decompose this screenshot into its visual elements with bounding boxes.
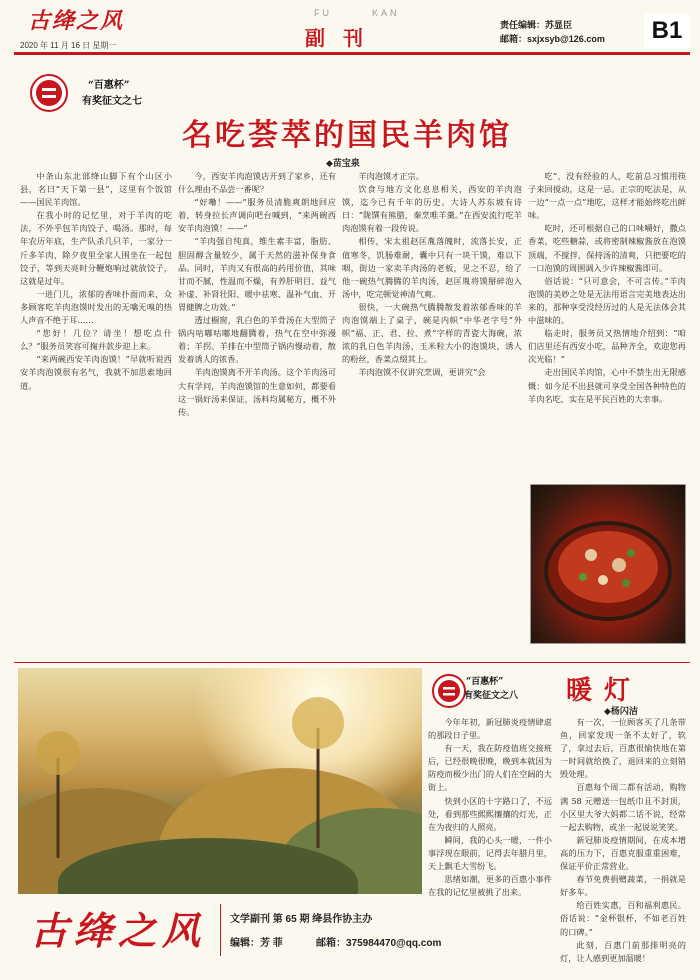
series-subtitle: 有奖征文之七 [82,96,142,107]
paragraph: 今年年初，新冠肺炎疫情肆虐的那段日子里。 [428,717,552,741]
paragraph: 俗话说：“只可意会，不可言传。”羊肉泡馍的美妙之处是无法用语言完美地表达出来的，那种享受没经历过的人是无法体会其中滋味的。 [528,275,686,326]
paragraph: “来两碗西安羊肉泡馍！”早就听说西安羊肉泡馍很有名气，我就不加思索地回道。 [20,354,172,391]
paragraph: 春节免费捐赠蔬菜，一捐就是好多车。 [560,874,686,898]
paragraph: “羊肉强自纯真，维生素丰富，脂肪、胆固醇含量较少，属于天然的滋补保身食品。同时，羊肉又有很高的药用价值，其味甘而不腻，性温而不燥，有养肝明目、益气补虚、补肾壮阳、暖中祛寒、温补气血、开胃健脾之功效。” [178,236,336,312]
article-byline: ◆杨闪洁 [604,707,638,717]
issue-date: 2020 年 11 月 16 日 星期一 [20,41,117,50]
article-column-4 [528,170,686,478]
footer-editor: 编辑：芳 菲 [230,938,283,949]
article-column-5 [428,716,552,926]
footer-issue: 文学副刊 第 65 期 绛县作协主办 [230,914,373,925]
masthead-editor-block [500,18,605,46]
series-subtitle: 有奖征文之八 [464,691,519,701]
paragraph: 相传，宋太祖赵匡胤落魄时，流落长安，正值寒冬，饥肠难耐，囊中只有一块干馍，难以下咽，街边一家卖羊肉汤的老板，见之不忍，给了他一碗热气腾腾的羊肉汤，赵匡胤将馍掰碎泡入汤中，吃完顿觉神清气爽。 [342,236,522,299]
paragraph: 新冠肺炎疫情期间，在成本增高的压力下，百惠克服重重困难，保证平价正常营业。 [560,834,686,872]
paragraph: 走出国民羊肉馆，心中不禁生出无限感慨：如今足不出县就可享受全国各种特色的羊肉名吃，实在是平民百姓的大幸事。 [528,367,686,404]
paragraph: 思绪如潮，更多的百惠小事件在我的记忆里被挑了出来。 [428,874,552,898]
footer-divider [220,904,221,956]
editor-name: 责任编辑：苏显臣 [500,20,573,30]
series-tag: “百惠杯” [88,80,130,91]
paragraph: 此刻，百惠门前那排明亮的灯，让人感到更加温暖！ [560,939,686,963]
paragraph: 瞬间，我的心头一暖，一件小事浮现在眼前，记得去年腊月里，天上飘毛大雪纷飞。 [428,834,552,872]
paragraph: 羊肉泡馍才正宗。 [358,171,424,181]
editor-email: 邮箱：sxjxsyb@126.com [500,34,605,44]
seal-badge-icon [432,674,466,708]
paragraph: 百惠每个周二都有活动，购物满 58 元赠送一包纸巾且不封顶，小区里大爷大妈都二话不说，经常一起去购物，或坐一起说说笑笑。 [560,782,686,832]
article-headline: 名吃荟萃的国民羊肉馆 [182,118,512,153]
pinyin-left: FU [314,8,332,18]
paragraph: 饮食与地方文化息息相关，西安的羊肉泡馍，迄今已有千年的历史。大诗人苏东坡有诗曰：“陇馔有熊腊，秦烹唯羊羹。”在西安流行吃羊肉泡馍有着一段传说。 [342,184,522,234]
article-column-6 [560,716,686,968]
paragraph: 有一天，我在防疫值班交接班后，已经很晚很晚，晚到本就因为防疫而极少出门的人们在空阔的大街上。 [428,743,552,793]
paragraph: 中条山东北部绛山脚下有个山区小县，名曰“天下第一县”，这里有个饭馆——国民羊肉馆。 [20,171,172,208]
article-column-1 [20,170,172,660]
paragraph: 快到小区的十字路口了，不远处，看到那些熙熙攘攘的灯光，正在为夜归的人照亮。 [428,795,552,832]
footer-email: 邮箱：375984470@qq.com [316,938,442,949]
section-divider [14,662,690,663]
paragraph: 很快，一大碗热气腾腾散发着浓郁香味的羊肉泡馍端上了桌子，碗是内帜“中华老字号”外帜“福、正、君、拉、煮”字样的青瓷大海碗，浓浓的乳白色羊肉汤，玉米粒大小的泡馍块，诱人的粉丝，香菜点缀其上。 [342,301,522,365]
article-headline: 暖灯 [566,676,643,706]
paragraph: 羊肉泡馍不仅讲究烹调，更讲究“会 [358,367,486,378]
paragraph: 羊肉泡馍离不开羊肉汤。这个羊肉汤可大有学问，羊肉泡馍馆的生意如何，都要看这一锅好汤来保证，汤料均属秘方，概不外传。 [178,367,336,417]
seal-badge-icon [30,74,68,112]
paragraph: 给百姓实惠，百和福利惠民。俗话说：“金杯银杯，不如老百姓的口碑。” [560,900,686,937]
paragraph: “好嘞！——”服务员清脆爽朗地回应着，转身拉长声调向吧台喊到，“来两碗西安羊肉泡馍！——” [178,197,336,234]
paragraph: 临走时，服务员又热情地介绍到：“咱们店里还有西安小吃，品种齐全，欢迎您再次光临！” [528,328,686,365]
paragraph: 透过橱窗，乳白色的羊骨汤在大型筒子锅内咕嘟咕嘟地翻腾着，热气在空中弥漫着；羊拐、羊排在中型筒子锅内慢动着，散发着诱人的浓香。 [178,315,336,365]
paragraph: “您好！几位？请坐！想吃点什么？”服务员笑容可掬并款步迎上来。 [20,328,172,352]
mutton-soup-photo [530,484,686,644]
paragraph: 有一次，一位顾客买了几条带鱼，回家发现一条不太好了，软了，拿过去后，百惠很愉快地在第一时间就给换了，退回来的立刻销毁处理。 [560,717,686,780]
paragraph: 今，西安羊肉泡馍店开到了家乡，还有什么理由不品尝一番呢？ [178,171,336,195]
article-column-3 [342,170,522,660]
paragraph: 吃时，还可根据自己的口味嚼好，撒点香菜，吃些糖蒜，或将密制辣椒酱放在泡馍顶端，不搅拌，保持汤的清爽，只把要吃的一口泡馍的周围调入少许辣椒酱即可。 [528,223,686,273]
article-column-2 [178,170,336,660]
footer-logo: 古绛之风 [30,908,207,953]
paragraph: 吃”，没有经验的人，吃前总习惯用筷子来回搅动，这是一忌。正宗的吃法是，从一边“一点一点”地吃，这样才能始终吃出鲜味。 [528,171,686,221]
article-byline: ◆苗宝泉 [326,159,360,169]
masthead-logo: 古绛之风 [28,8,125,34]
autumn-landscape-photo [18,668,422,894]
pinyin-right: KAN [372,8,400,18]
series-tag: “百惠杯” [466,677,504,687]
paragraph: 在我小时的记忆里，对于羊肉的吃法，不外乎包羊肉饺子、喝汤。那时，每年农历年底，生产队杀几只羊，一家分一斤多羊肉，除夕夜里全家人围坐在一起包饺子，等到天亮时分鞭炮响过就放饺子，这就是过年。 [20,210,172,286]
masthead-rule [14,52,690,55]
section-title: 副刊 [305,26,381,50]
page-number: B1 [644,14,690,48]
paragraph: 一进门儿，浓郁的香味扑面而来，众多顾客吃羊肉泡馍时发出的无噙无嗅的热人声音不绝于耳…… [20,288,172,326]
